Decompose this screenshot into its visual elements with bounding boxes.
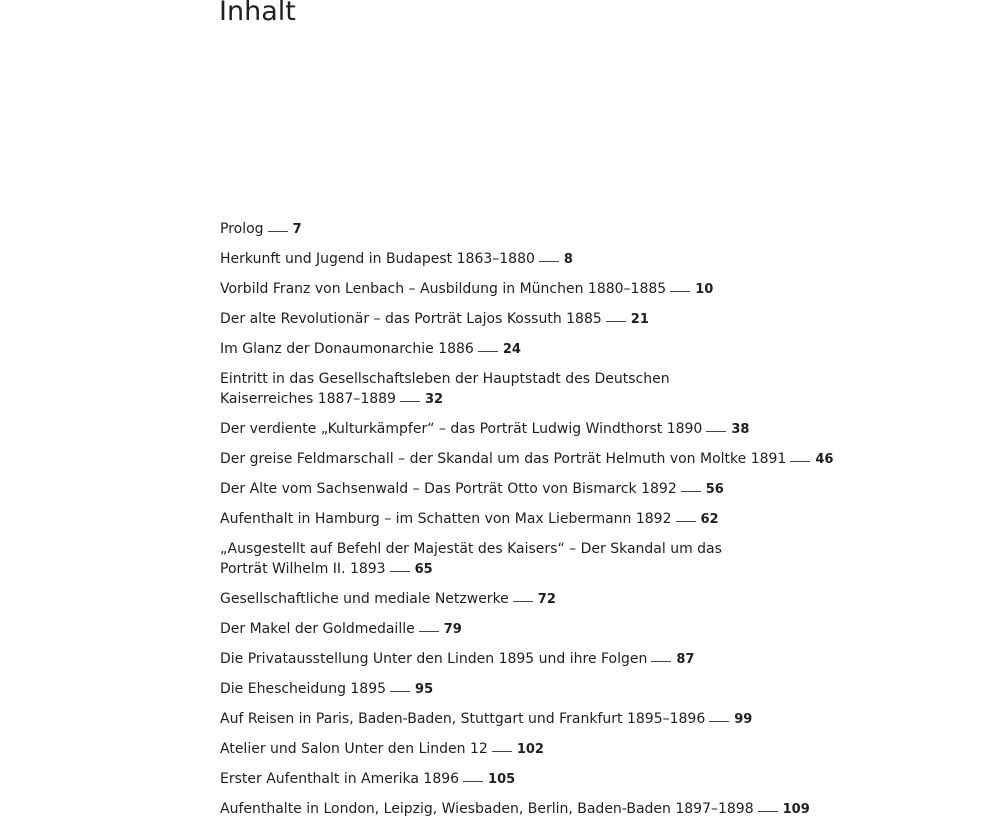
toc-page-number: 56 — [705, 482, 724, 497]
toc-entry-title: Herkunft und Jugend in Budapest 1863–1880 — [220, 251, 535, 267]
toc-separator — [681, 491, 701, 492]
toc-separator — [268, 231, 288, 232]
toc-separator — [709, 721, 729, 722]
toc-separator — [513, 601, 533, 602]
toc-entry-title: Die Ehescheidung 1895 — [220, 681, 387, 697]
toc-entry-title: Vorbild Franz von Lenbach – Ausbildung in München 1880–1885 — [220, 281, 667, 297]
toc-page-number: 62 — [700, 512, 719, 527]
toc-entry-title: Erster Aufenthalt in Amerika 1896 — [220, 771, 460, 787]
toc-entry — [220, 769, 790, 790]
toc-entry — [220, 649, 790, 670]
toc-entry-title: Aufenthalte in London, Leipzig, Wiesbaden, Berlin, Baden-Baden 1897–1898 — [220, 801, 754, 817]
toc-entry — [220, 709, 790, 730]
toc-page-number: 99 — [734, 712, 753, 727]
toc-entry-title: Der greise Feldmarschall – der Skandal um das Porträt Helmuth von Moltke 1891 — [220, 451, 787, 467]
toc-entry-title: Der alte Revolutionär – das Porträt Lajos Kossuth 1885 — [220, 311, 602, 327]
toc-entry-title: Der verdiente „Kulturkämpfer“ – das Porträt Ludwig Windthorst 1890 — [220, 421, 703, 437]
toc-page-number: 21 — [630, 312, 649, 327]
toc-page-number: 95 — [415, 682, 434, 697]
toc-separator — [790, 461, 810, 462]
toc-entry — [220, 419, 790, 440]
toc-separator — [492, 751, 512, 752]
toc-page-number: 105 — [488, 772, 516, 787]
toc-page-number: 32 — [424, 392, 444, 407]
toc-entry — [220, 799, 810, 820]
toc-entry-title: Eintritt in das Gesellschaftsleben der Hauptstadt des Deutschen Kaiserreiches 1887–1889 — [220, 371, 670, 407]
toc-entry — [220, 309, 790, 330]
toc-entry-title: Atelier und Salon Unter den Linden 12 — [220, 741, 488, 757]
toc-separator — [676, 521, 696, 522]
toc-entry-title: Auf Reisen in Paris, Baden-Baden, Stuttgart und Frankfurt 1895–1896 — [220, 711, 706, 727]
toc-entry-title: Prolog — [220, 221, 264, 237]
toc-page-number: 65 — [414, 562, 433, 577]
toc-page-number: 102 — [516, 742, 544, 757]
toc-entry — [220, 219, 790, 240]
toc-page-number: 38 — [731, 422, 750, 437]
toc-separator — [706, 431, 726, 432]
page-title: Inhalt — [219, 0, 296, 27]
table-of-contents — [220, 219, 834, 829]
toc-page-number: 10 — [695, 282, 714, 297]
toc-entry — [220, 279, 790, 300]
toc-separator — [419, 631, 439, 632]
toc-separator — [390, 691, 410, 692]
toc-entry — [220, 679, 790, 700]
toc-entry-title: „Ausgestellt auf Befehl der Majestät des Kaisers“ – Der Skandal um das Porträt Wilhelm II. 1893 — [220, 541, 722, 577]
toc-entry — [220, 589, 790, 610]
toc-page-number: 109 — [782, 802, 810, 817]
toc-separator — [539, 261, 559, 262]
toc-entry — [220, 449, 834, 470]
toc-entry — [220, 739, 790, 760]
toc-entry — [220, 339, 790, 360]
toc-page-number: 87 — [676, 652, 695, 667]
toc-page-number: 7 — [292, 222, 302, 237]
toc-separator — [758, 811, 778, 812]
toc-entry-title: Aufenthalt in Hamburg – im Schatten von Max Liebermann 1892 — [220, 511, 672, 527]
toc-entry-title: Im Glanz der Donaumonarchie 1886 — [220, 341, 474, 357]
toc-separator — [478, 351, 498, 352]
toc-separator — [463, 781, 483, 782]
toc-entry — [220, 619, 790, 640]
toc-entry — [220, 249, 790, 270]
toc-entry — [220, 509, 790, 530]
toc-separator — [670, 291, 690, 292]
toc-page-number: 79 — [443, 622, 462, 637]
toc-separator — [390, 571, 410, 572]
toc-page-number: 46 — [815, 452, 834, 467]
toc-page-number: 8 — [563, 252, 573, 267]
toc-separator — [400, 401, 420, 402]
toc-page-number: 24 — [502, 342, 521, 357]
toc-page-number: 72 — [537, 592, 556, 607]
toc-entry — [220, 479, 790, 500]
toc-entry-title: Gesellschaftliche und mediale Netzwerke — [220, 591, 509, 607]
toc-separator — [606, 321, 626, 322]
toc-entry-title: Der Alte vom Sachsenwald – Das Porträt Otto von Bismarck 1892 — [220, 481, 677, 497]
toc-separator — [651, 661, 671, 662]
toc-entry — [220, 539, 750, 580]
toc-entry — [220, 369, 740, 410]
toc-entry-title: Die Privatausstellung Unter den Linden 1895 und ihre Folgen — [220, 651, 648, 667]
toc-entry-title: Der Makel der Goldmedaille — [220, 621, 415, 637]
